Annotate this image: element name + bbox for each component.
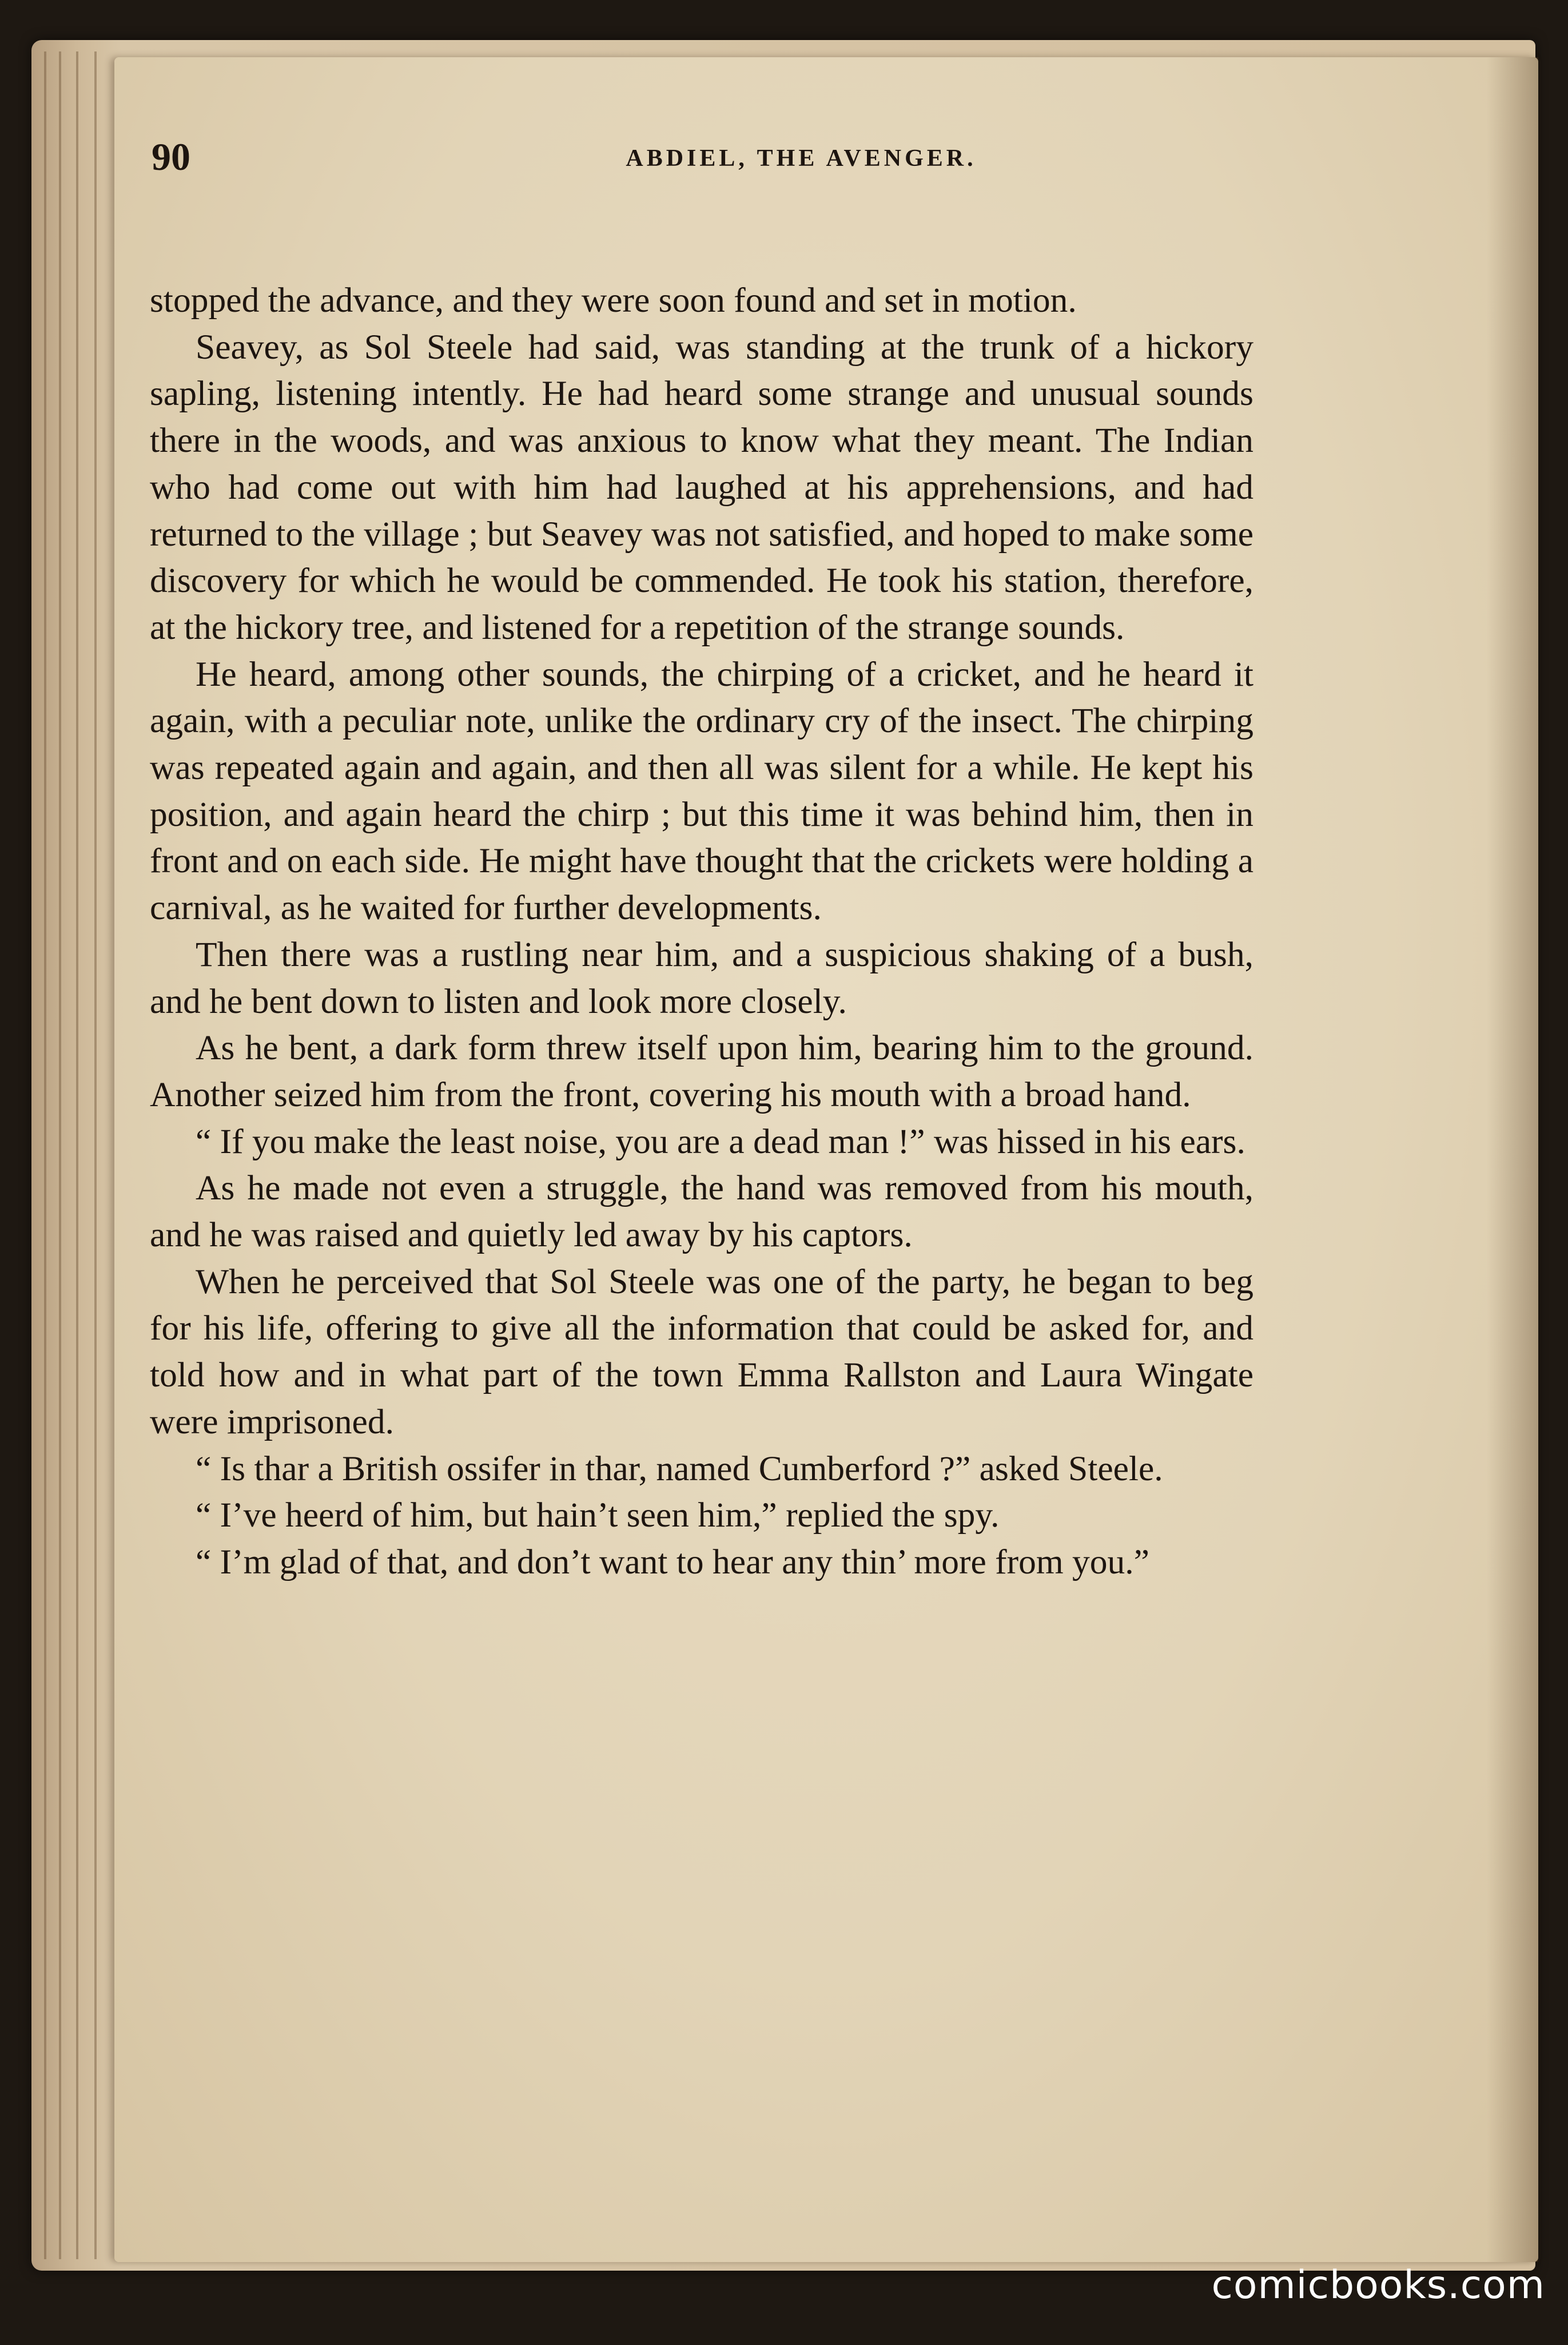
page-number: 90 bbox=[152, 135, 190, 178]
paragraph: stopped the advance, and they were soon found and set in motion. bbox=[150, 281, 1077, 320]
paragraph: “ I’m glad of that, and don’t want to hear any thin’ more from you.” bbox=[196, 1542, 1149, 1581]
paragraph: As he bent, a dark form threw itself upon him, bearing him to the ground. Another seized him from the front, covering his mouth with a broad hand. bbox=[150, 1028, 1253, 1114]
page-header bbox=[0, 134, 1568, 192]
paragraph: He heard, among other sounds, the chirping of a cricket, and he heard it again, with a peculiar note, unlike the ordinary cry of the insect. The chirping was repeated again and again, and then all was silent for a while. He kept his position, and again heard the chirp ; but this time it was behind him, then in front and on each side. He might have thought that the crickets were holding a carnival, as he waited for further developments. bbox=[150, 654, 1253, 928]
gutter-shadow bbox=[1487, 57, 1538, 2262]
paragraph: As he made not even a struggle, the hand was removed from his mouth, and he was raised and quietly led away by his captors. bbox=[150, 1168, 1253, 1255]
paragraph: “ I’ve heerd of him, but hain’t seen him,” replied the spy. bbox=[196, 1496, 1000, 1535]
paragraph: “ If you make the least noise, you are a dead man !” was hissed in his ears. bbox=[196, 1122, 1245, 1161]
paragraph: Seavey, as Sol Steele had said, was standing at the trunk of a hickory sapling, listening intently. He had heard some strange and unusual sounds there in the woods, and was anxious to know what they meant. The Indian who had come out with him had laughed at his apprehensions, and had returned to the village ; but Seavey was not satisfied, and hoped to make some discovery for which he would be commended. He took his station, therefore, at the hickory tree, and listened for a repetition of the strange sounds. bbox=[150, 327, 1253, 647]
paragraph: Then there was a rustling near him, and a suspicious shaking of a bush, and he bent down to listen and look more closely. bbox=[150, 935, 1253, 1021]
running-title: ABDIEL, THE AVENGER. bbox=[626, 145, 977, 172]
body-text bbox=[150, 277, 1253, 1586]
paragraph: When he perceived that Sol Steele was one of the party, he began to beg for his life, offering to give all the information that could be asked for, and told how and in what part of the town Emma Rallston and Laura Wingate were imprisoned. bbox=[150, 1262, 1253, 1441]
watermark-logo: comicbooks.com bbox=[1211, 2263, 1545, 2308]
paragraph: “ Is thar a British ossifer in thar, named Cumberford ?” asked Steele. bbox=[196, 1449, 1163, 1488]
